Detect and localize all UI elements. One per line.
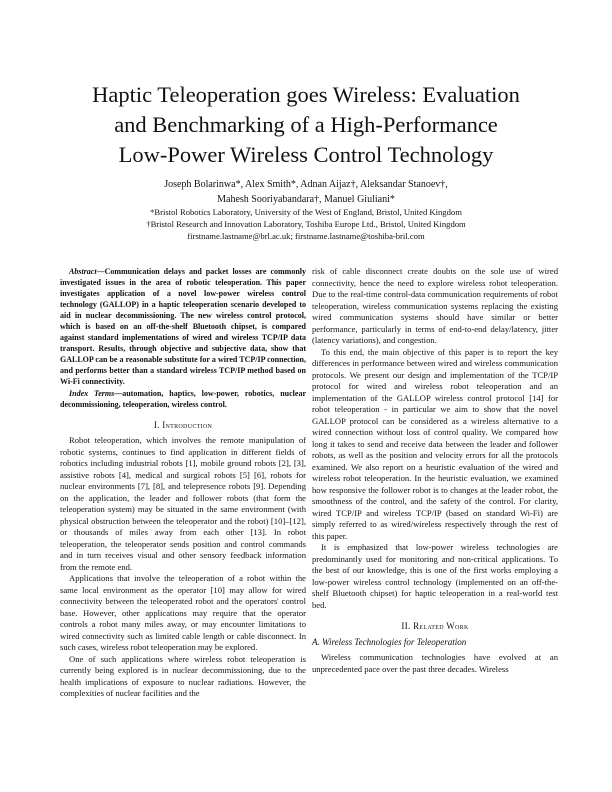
abstract-text: —Communication delays and packet losses are commonly investigated issues in the area of robotic teleoperation. This paper investigates application of a novel low-power wireless control technology (GALLOP) in a haptic teleoperation scenario developed to aid in nuclear decommissioning. The new wireless control protocol, which is based on an off-the-shelf Bluetooth chipset, is compared against standard implementations of wired and wireless TCP/IP data transport. Results, through objective and subjective data, show that GALLOP can be a reasonable substitute for a wired TCP/IP connection, and performs better than a standard wireless TCP/IP method based on Wi-Fi connectivity. [60, 267, 306, 386]
intro-paragraph-4: To this end, the main objective of this paper is to report the key differences in performance between wired and wireless communication protocols. We present our design and implementation of the TCP/IP protocol for wired and wireless robot teleoperation and an implementation of the GALLOP wireless control protocol [14] for robot teleoperation - in particular we aim to show that the novel GALLOP protocol can be considered as a wireless alternative to a wired connection without loss of control quality. We compared how long it takes to send and receive data between the leader and follower robots, as well as the position and velocity errors for all the protocols examined. We also report on a heuristic evaluation of the wired and wireless robot teleoperation. In the heuristic evaluation, we examined how responsive the follower robot is to changes at the leader robot, the smoothness of the control, and the safety of the control. For clarity, wired TCP/IP and wireless TCP/IP (based on standard Wi-Fi) are simply referred to as wired/wireless respectively through the rest of this paper. [312, 346, 558, 541]
author-names-line-2: Mahesh Sooriyabandara†, Manuel Giuliani* [217, 193, 395, 205]
abstract-lead: Abstract [69, 267, 97, 276]
subsection-heading-wireless-technologies: A. Wireless Technologies for Teleoperation [312, 637, 467, 647]
index-terms-text: —automation, haptics, low-power, robotics, nuclear decommissioning, teleoperation, wireless control. [60, 389, 307, 409]
section-heading-introduction: I. Introduction [153, 420, 213, 430]
left-column [60, 266, 306, 700]
affiliation-2: †Bristol Research and Innovation Laboratory, Toshiba Europe Ltd., Bristol, United Kingdom [146, 218, 466, 229]
author-block [40, 178, 572, 242]
author-names-line-1: Joseph Bolarinwa*, Alex Smith*, Adnan Aijaz†, Aleksandar Stanoev†, [164, 179, 448, 190]
title-line-1: Haptic Teleoperation goes Wireless: Evaluation [92, 82, 520, 107]
right-column [312, 266, 558, 675]
intro-paragraph-3-continued: risk of cable disconnect create doubts on the sole use of wired connectivity, hence the need to explore wireless robot teleoperation. Due to the real-time control-data communication requirements of robot teleoperation, wireless communication systems replacing the existing wired communication systems should have similar or better performance, particularly in terms of end-to-end delay/latency, jitter (latency variations), and congestion. [312, 266, 558, 345]
related-work-paragraph-1: Wireless communication technologies have evolved at an unprecedented pace over the past three decades. Wireless [312, 652, 558, 674]
index-terms-lead: Index Terms [69, 389, 115, 398]
affiliation-1: *Bristol Robotics Laboratory, University of the West of England, Bristol, United Kingdom [150, 207, 462, 217]
intro-paragraph-1: Robot teleoperation, which involves the remote manipulation of robotic systems, continues to find application in different fields of robotics including industrial robots [1], mobile ground robots [2], [3], assistive robots [4], medical and surgical robots [5] [6], robots for nuclear environments [7], [8], and telepresence robots [9]. Depending on the application, the leader and follower robots (that form the teleoperation system) may be situated in the same environment (with physical obstruction between the teleoperator and the robot) [10]–[12], or thousands of miles away from each other [13]. In robot teleoperation, the teleoperator sends position and control commands and in turn receives visual and other sensory feedback information from the remote end. [60, 435, 306, 572]
abstract [60, 266, 306, 387]
author-emails: firstname.lastname@brl.ac.uk; firstname.lastname@toshiba-bril.com [187, 230, 425, 241]
paper-title [40, 80, 572, 170]
intro-paragraph-3: One of such applications where wireless robot teleoperation is currently being explored is in nuclear decommissioning, due to the health implications of exposure to nuclear radiations. However, the complexities of nuclear facilities and the [60, 653, 306, 698]
index-terms [60, 388, 306, 410]
title-line-2: and Benchmarking of a High-Performance [114, 112, 498, 137]
section-heading-related-work: II. Related Work [401, 621, 469, 631]
intro-paragraph-5: It is emphasized that low-power wireless technologies are predominantly used for monitoring and non-critical applications. To the best of our knowledge, this is one of the first works employing a low-power wireless control technology (implemented on an off-the-shelf Bluetooth chipset) for haptic teleoperation in a real-world test bed. [312, 542, 558, 610]
intro-paragraph-2: Applications that involve the teleoperation of a robot within the same local environment as the operator [10] may allow for wired connectivity between the teleoperated robot and the operators' control base. However, other applications may require that the operator controls a robot many miles away, or may encounter limitations to wired connectivity such as limited cable length or cable disconnect. In such cases, wireless robot teleoperation may be explored. [60, 573, 306, 652]
title-line-3: Low-Power Wireless Control Technology [118, 142, 494, 167]
